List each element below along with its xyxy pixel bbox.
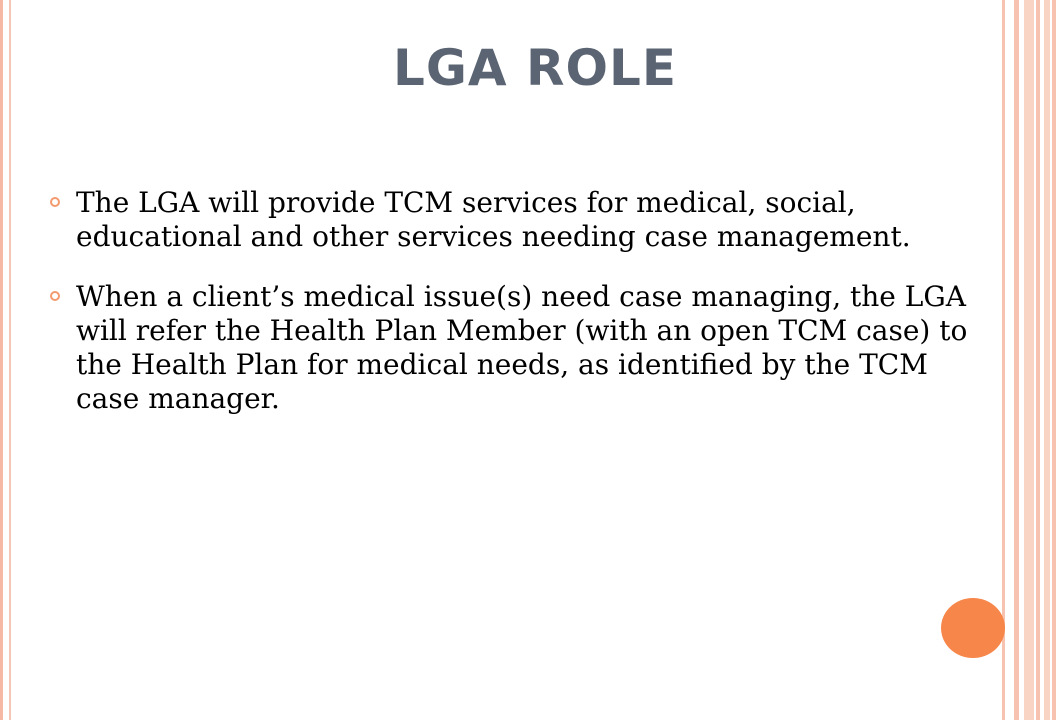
decorative-circle <box>941 598 1005 658</box>
slide-title: LGA ROLE <box>392 39 678 97</box>
bullet-item <box>44 280 994 416</box>
left-border-line <box>0 0 3 720</box>
right-decor-stripe <box>1036 0 1040 720</box>
bullet-item <box>44 186 994 254</box>
bullet-circle-icon <box>50 291 60 301</box>
right-decor-stripe <box>1024 0 1034 720</box>
right-decor-stripe <box>1014 0 1019 720</box>
bullet-text: The LGA will provide TCM services for medical, social, educational and other services needing case management. <box>76 186 911 253</box>
bullet-list <box>44 186 994 442</box>
bullet-circle-icon <box>50 197 60 207</box>
left-border-line-inner <box>9 0 11 720</box>
right-decor-stripe <box>1052 0 1056 720</box>
right-decor-stripe <box>1044 0 1050 720</box>
right-decor-stripe <box>1002 0 1005 720</box>
bullet-text: When a client’s medical issue(s) need case managing, the LGA will refer the Health Plan Member (with an open TCM case) to the Health Plan for medical needs, as identified by the TCM case manager. <box>76 280 968 415</box>
